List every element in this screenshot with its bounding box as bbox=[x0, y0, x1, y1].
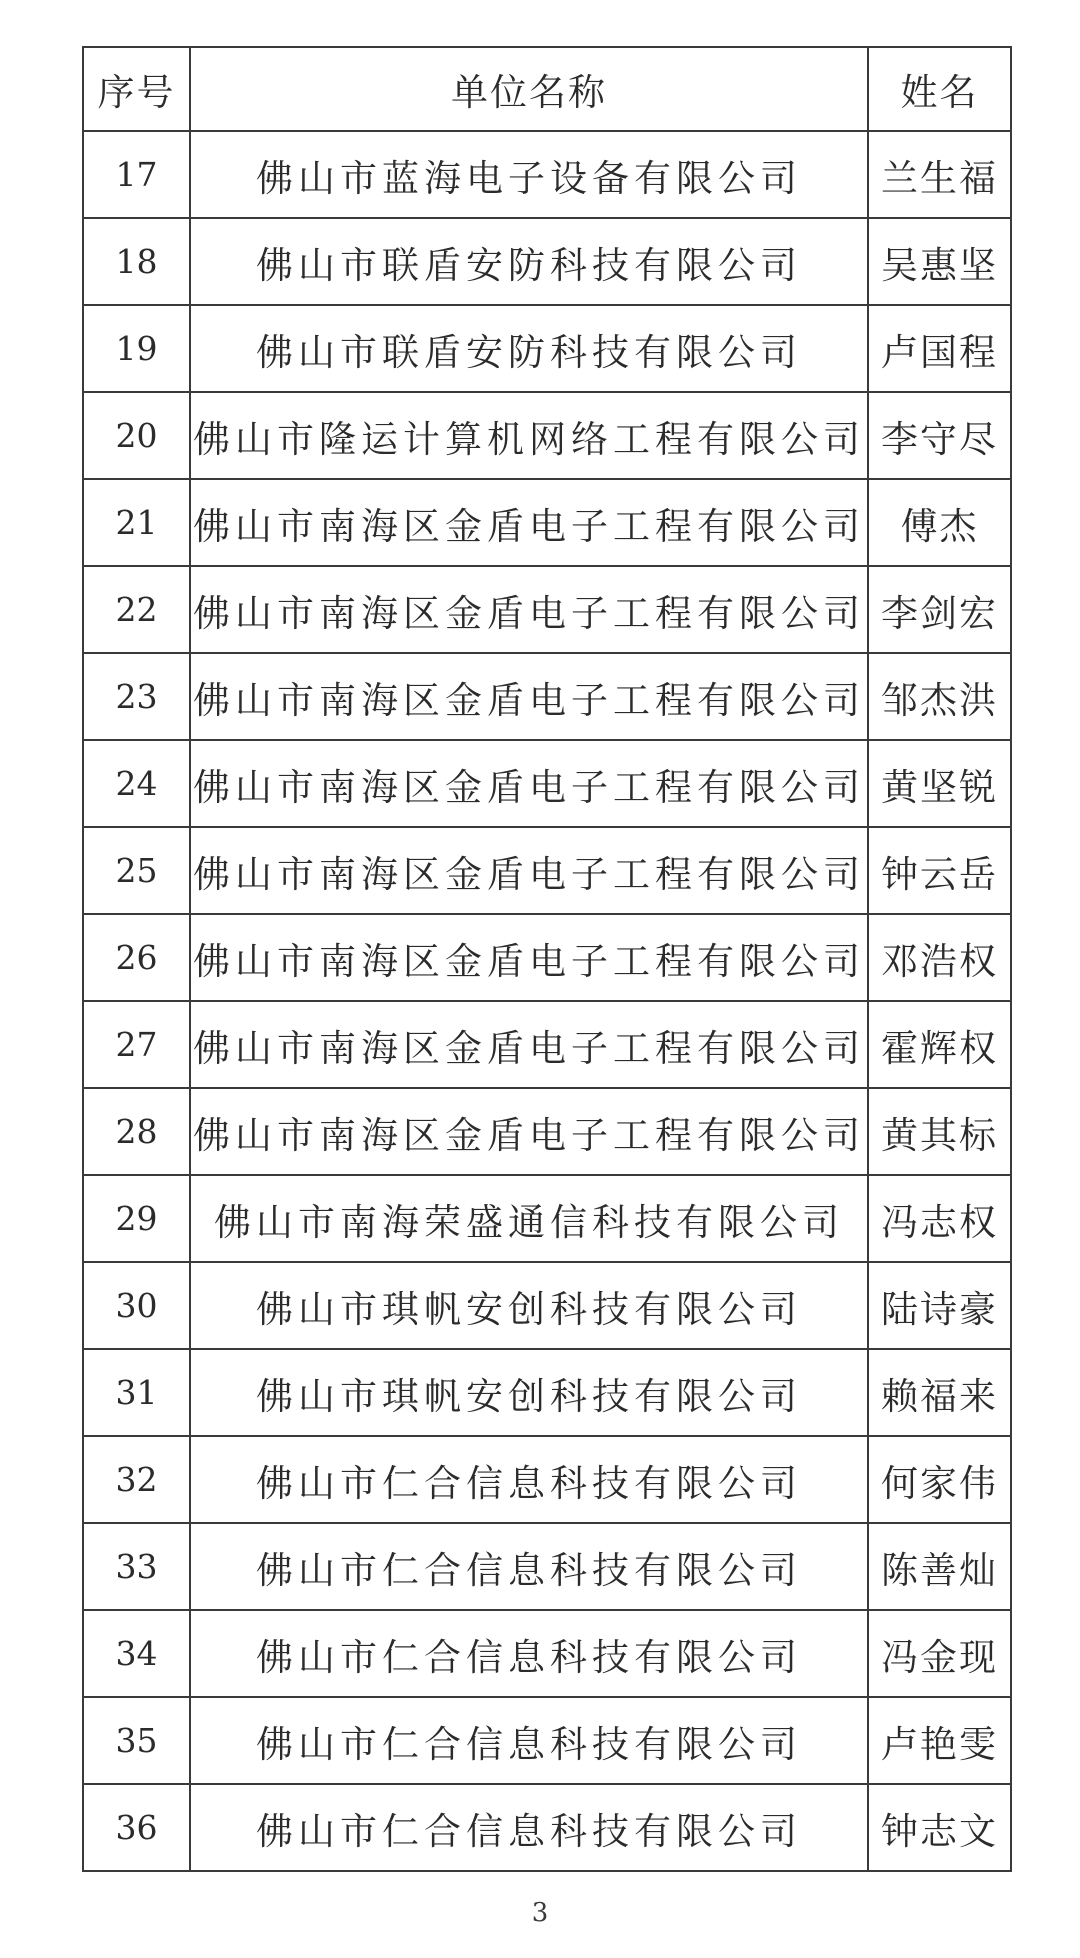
table-row bbox=[83, 566, 1011, 653]
row-number-cell: 28 bbox=[83, 1088, 190, 1175]
organization-cell: 佛山市南海区金盾电子工程有限公司 bbox=[190, 653, 868, 740]
person-name-cell: 李剑宏 bbox=[868, 566, 1011, 653]
person-name-cell: 傅杰 bbox=[868, 479, 1011, 566]
organization-cell: 佛山市仁合信息科技有限公司 bbox=[190, 1523, 868, 1610]
organization-cell: 佛山市仁合信息科技有限公司 bbox=[190, 1610, 868, 1697]
person-name-cell: 吴惠坚 bbox=[868, 218, 1011, 305]
organization-cell: 佛山市南海区金盾电子工程有限公司 bbox=[190, 1088, 868, 1175]
row-number-cell: 17 bbox=[83, 131, 190, 218]
person-name-cell: 陈善灿 bbox=[868, 1523, 1011, 1610]
organization-cell: 佛山市琪帆安创科技有限公司 bbox=[190, 1349, 868, 1436]
header-organization: 单位名称 bbox=[190, 47, 868, 131]
organization-cell: 佛山市南海区金盾电子工程有限公司 bbox=[190, 740, 868, 827]
person-name-cell: 赖福来 bbox=[868, 1349, 1011, 1436]
person-name-cell: 卢艳雯 bbox=[868, 1697, 1011, 1784]
organization-cell: 佛山市南海区金盾电子工程有限公司 bbox=[190, 827, 868, 914]
row-number-cell: 35 bbox=[83, 1697, 190, 1784]
table-body bbox=[83, 131, 1011, 1871]
table-row bbox=[83, 1784, 1011, 1871]
row-number-cell: 29 bbox=[83, 1175, 190, 1262]
table-row bbox=[83, 827, 1011, 914]
organization-cell: 佛山市蓝海电子设备有限公司 bbox=[190, 131, 868, 218]
table-row bbox=[83, 1001, 1011, 1088]
row-number-cell: 24 bbox=[83, 740, 190, 827]
header-number: 序号 bbox=[83, 47, 190, 131]
person-name-cell: 邓浩权 bbox=[868, 914, 1011, 1001]
header-name: 姓名 bbox=[868, 47, 1011, 131]
table-row bbox=[83, 305, 1011, 392]
table-row bbox=[83, 479, 1011, 566]
row-number-cell: 22 bbox=[83, 566, 190, 653]
table-row bbox=[83, 1349, 1011, 1436]
table-row bbox=[83, 1088, 1011, 1175]
organization-cell: 佛山市南海荣盛通信科技有限公司 bbox=[190, 1175, 868, 1262]
row-number-cell: 18 bbox=[83, 218, 190, 305]
person-name-cell: 陆诗豪 bbox=[868, 1262, 1011, 1349]
row-number-cell: 32 bbox=[83, 1436, 190, 1523]
table-row bbox=[83, 1175, 1011, 1262]
table-row bbox=[83, 1262, 1011, 1349]
person-name-cell: 黄坚锐 bbox=[868, 740, 1011, 827]
row-number-cell: 36 bbox=[83, 1784, 190, 1871]
roster-table bbox=[82, 46, 1012, 1872]
organization-cell: 佛山市仁合信息科技有限公司 bbox=[190, 1784, 868, 1871]
person-name-cell: 钟云岳 bbox=[868, 827, 1011, 914]
row-number-cell: 27 bbox=[83, 1001, 190, 1088]
person-name-cell: 邹杰洪 bbox=[868, 653, 1011, 740]
row-number-cell: 19 bbox=[83, 305, 190, 392]
organization-cell: 佛山市联盾安防科技有限公司 bbox=[190, 305, 868, 392]
row-number-cell: 25 bbox=[83, 827, 190, 914]
table-row bbox=[83, 914, 1011, 1001]
row-number-cell: 34 bbox=[83, 1610, 190, 1697]
table-row bbox=[83, 131, 1011, 218]
row-number-cell: 21 bbox=[83, 479, 190, 566]
organization-cell: 佛山市南海区金盾电子工程有限公司 bbox=[190, 566, 868, 653]
table-row bbox=[83, 218, 1011, 305]
person-name-cell: 冯志权 bbox=[868, 1175, 1011, 1262]
page-number: 3 bbox=[531, 1898, 549, 1928]
row-number-cell: 20 bbox=[83, 392, 190, 479]
table-row bbox=[83, 653, 1011, 740]
organization-cell: 佛山市联盾安防科技有限公司 bbox=[190, 218, 868, 305]
organization-cell: 佛山市仁合信息科技有限公司 bbox=[190, 1436, 868, 1523]
row-number-cell: 26 bbox=[83, 914, 190, 1001]
person-name-cell: 李守尽 bbox=[868, 392, 1011, 479]
table-row bbox=[83, 740, 1011, 827]
organization-cell: 佛山市隆运计算机网络工程有限公司 bbox=[190, 392, 868, 479]
organization-cell: 佛山市南海区金盾电子工程有限公司 bbox=[190, 914, 868, 1001]
organization-cell: 佛山市琪帆安创科技有限公司 bbox=[190, 1262, 868, 1349]
person-name-cell: 黄其标 bbox=[868, 1088, 1011, 1175]
table-row bbox=[83, 1697, 1011, 1784]
table-row bbox=[83, 1436, 1011, 1523]
organization-cell: 佛山市南海区金盾电子工程有限公司 bbox=[190, 479, 868, 566]
person-name-cell: 钟志文 bbox=[868, 1784, 1011, 1871]
person-name-cell: 霍辉权 bbox=[868, 1001, 1011, 1088]
row-number-cell: 31 bbox=[83, 1349, 190, 1436]
table-row bbox=[83, 1523, 1011, 1610]
organization-cell: 佛山市南海区金盾电子工程有限公司 bbox=[190, 1001, 868, 1088]
table-header-row bbox=[83, 47, 1011, 131]
table-row bbox=[83, 1610, 1011, 1697]
row-number-cell: 33 bbox=[83, 1523, 190, 1610]
person-name-cell: 卢国程 bbox=[868, 305, 1011, 392]
table-row bbox=[83, 392, 1011, 479]
row-number-cell: 23 bbox=[83, 653, 190, 740]
person-name-cell: 何家伟 bbox=[868, 1436, 1011, 1523]
person-name-cell: 冯金现 bbox=[868, 1610, 1011, 1697]
person-name-cell: 兰生福 bbox=[868, 131, 1011, 218]
row-number-cell: 30 bbox=[83, 1262, 190, 1349]
organization-cell: 佛山市仁合信息科技有限公司 bbox=[190, 1697, 868, 1784]
